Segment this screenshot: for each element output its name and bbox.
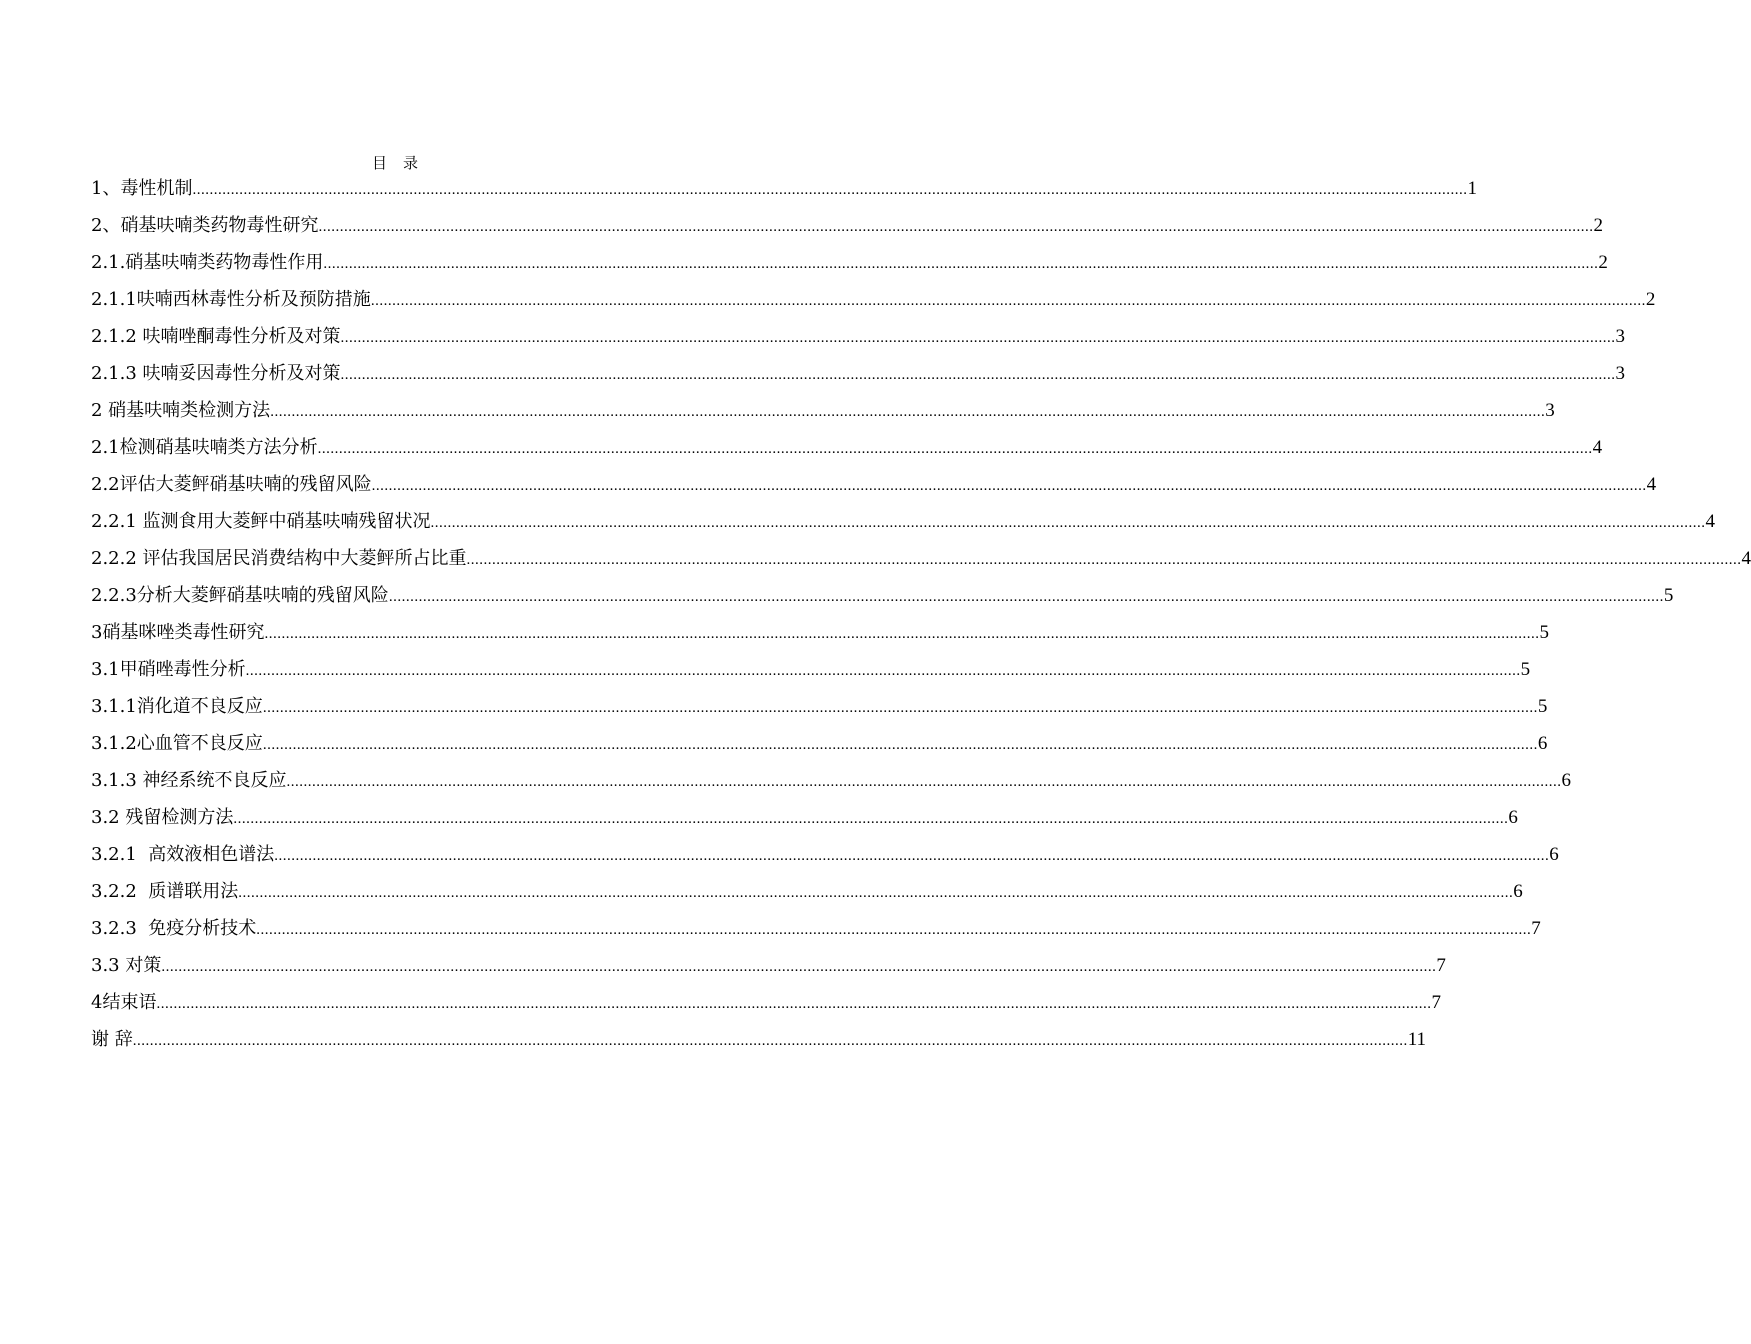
toc-entry[interactable]	[91, 244, 1608, 281]
toc-leader-dots: ............................................................................................................................................................................................................................................................................................................	[156, 996, 1432, 1012]
toc-entry-label: 3.2.2 质谱联用法	[91, 881, 239, 902]
toc-list	[91, 170, 1751, 1058]
toc-entry-label: 2.2评估大菱鲆硝基呋喃的残留风险	[91, 474, 372, 495]
toc-entry-page: 7	[1531, 918, 1541, 939]
toc-entry[interactable]	[91, 207, 1603, 244]
toc-entry-label: 3.3 对策	[91, 955, 162, 976]
toc-entry[interactable]	[91, 392, 1555, 429]
toc-leader-dots: ............................................................................................................................................................................................................................................................................................................	[340, 367, 1616, 383]
toc-entry-label: 3.1.3 神经系统不良反应	[91, 770, 287, 791]
toc-entry-label: 2.1.1呋喃西林毒性分析及预防措施	[91, 289, 371, 310]
toc-entry-label: 3.1.1消化道不良反应	[91, 696, 263, 717]
toc-leader-dots: ............................................................................................................................................................................................................................................................................................................	[466, 552, 1742, 568]
toc-entry-label: 2.2.2 评估我国居民消费结构中大菱鲆所占比重	[91, 548, 467, 569]
toc-entry[interactable]	[91, 799, 1518, 836]
toc-entry[interactable]	[91, 429, 1603, 466]
toc-entry[interactable]	[91, 984, 1441, 1021]
toc-entry-label: 谢 辞	[91, 1029, 133, 1050]
toc-entry-page: 5	[1663, 585, 1674, 606]
toc-entry-label: 2.1.3 呋喃妥因毒性分析及对策	[91, 363, 341, 384]
toc-entry[interactable]	[91, 762, 1572, 799]
toc-leader-dots: ............................................................................................................................................................................................................................................................................................................	[161, 959, 1437, 975]
toc-entry-page: 4	[1646, 474, 1657, 495]
toc-entry[interactable]	[91, 688, 1548, 725]
toc-leader-dots: ............................................................................................................................................................................................................................................................................................................	[192, 182, 1468, 198]
toc-entry-page: 6	[1508, 807, 1518, 828]
toc-entry-label: 2.1.2 呋喃唑酮毒性分析及对策	[91, 326, 341, 347]
toc-entry-label: 2.1检测硝基呋喃类方法分析	[91, 437, 318, 458]
toc-entry-page: 1	[1467, 178, 1477, 199]
toc-entry[interactable]	[91, 836, 1559, 873]
toc-leader-dots: ............................................................................................................................................................................................................................................................................................................	[132, 1033, 1408, 1049]
toc-entry-page: 3	[1545, 400, 1555, 421]
toc-leader-dots: ............................................................................................................................................................................................................................................................................................................	[274, 848, 1550, 864]
toc-leader-dots: ............................................................................................................................................................................................................................................................................................................	[286, 774, 1562, 790]
toc-entry[interactable]	[91, 170, 1477, 207]
toc-entry-page: 5	[1539, 622, 1549, 643]
toc-entry-label: 3.2.1 高效液相色谱法	[91, 844, 275, 865]
toc-leader-dots: ............................................................................................................................................................................................................................................................................................................	[238, 885, 1514, 901]
toc-entry-page: 5	[1537, 696, 1548, 717]
toc-leader-dots: ............................................................................................................................................................................................................................................................................................................	[318, 219, 1594, 235]
toc-entry[interactable]	[91, 281, 1656, 318]
toc-entry-label: 3.1.2心血管不良反应	[91, 733, 263, 754]
toc-leader-dots: ............................................................................................................................................................................................................................................................................................................	[270, 404, 1546, 420]
toc-entry[interactable]	[91, 910, 1541, 947]
toc-leader-dots: ............................................................................................................................................................................................................................................................................................................	[430, 515, 1706, 531]
toc-entry-page: 2	[1593, 215, 1603, 236]
toc-entry-label: 4结束语	[91, 992, 157, 1013]
toc-entry[interactable]	[91, 1021, 1427, 1058]
toc-entry[interactable]	[91, 725, 1548, 762]
toc-entry[interactable]	[91, 651, 1531, 688]
toc-entry-page: 2	[1598, 252, 1608, 273]
toc-entry-page: 2	[1645, 289, 1656, 310]
toc-leader-dots: ............................................................................................................................................................................................................................................................................................................	[371, 478, 1647, 494]
toc-entry-label: 3硝基咪唑类毒性研究	[91, 622, 265, 643]
toc-entry-page: 6	[1549, 844, 1559, 865]
toc-entry[interactable]	[91, 873, 1523, 910]
toc-entry-page: 4	[1741, 548, 1751, 569]
toc-leader-dots: ............................................................................................................................................................................................................................................................................................................	[256, 922, 1532, 938]
toc-entry[interactable]	[91, 503, 1716, 540]
toc-leader-dots: ............................................................................................................................................................................................................................................................................................................	[340, 330, 1616, 346]
toc-entry-page: 6	[1561, 770, 1572, 791]
toc-leader-dots: ............................................................................................................................................................................................................................................................................................................	[388, 589, 1664, 605]
toc-leader-dots: ............................................................................................................................................................................................................................................................................................................	[323, 256, 1599, 272]
toc-entry-label: 2.2.3分析大菱鲆硝基呋喃的残留风险	[91, 585, 389, 606]
toc-leader-dots: ............................................................................................................................................................................................................................................................................................................	[264, 626, 1540, 642]
toc-title: 目录	[372, 154, 435, 172]
toc-leader-dots: ............................................................................................................................................................................................................................................................................................................	[245, 663, 1521, 679]
toc-entry[interactable]	[91, 947, 1446, 984]
toc-entry[interactable]	[91, 355, 1626, 392]
toc-entry[interactable]	[91, 318, 1626, 355]
toc-entry-label: 2.1.硝基呋喃类药物毒性作用	[91, 252, 324, 273]
toc-entry-page: 3	[1615, 363, 1626, 384]
toc-entry[interactable]	[91, 466, 1657, 503]
toc-entry-page: 6	[1513, 881, 1523, 902]
toc-entry-page: 4	[1705, 511, 1716, 532]
toc-entry-label: 3.2.3 免疫分析技术	[91, 918, 257, 939]
toc-entry-label: 1、毒性机制	[91, 178, 193, 199]
toc-leader-dots: ............................................................................................................................................................................................................................................................................................................	[317, 441, 1593, 457]
toc-entry-page: 7	[1436, 955, 1446, 976]
toc-entry-label: 2 硝基呋喃类检测方法	[91, 400, 271, 421]
toc-entry-label: 2、硝基呋喃类药物毒性研究	[91, 215, 319, 236]
toc-leader-dots: ............................................................................................................................................................................................................................................................................................................	[262, 737, 1538, 753]
toc-leader-dots: ............................................................................................................................................................................................................................................................................................................	[370, 293, 1646, 309]
toc-entry-page: 7	[1431, 992, 1441, 1013]
toc-leader-dots: ............................................................................................................................................................................................................................................................................................................	[262, 700, 1538, 716]
toc-entry-label: 2.2.1 监测食用大菱鲆中硝基呋喃残留状况	[91, 511, 431, 532]
toc-entry-page: 3	[1615, 326, 1626, 347]
toc-leader-dots: ............................................................................................................................................................................................................................................................................................................	[233, 811, 1509, 827]
toc-entry[interactable]	[91, 614, 1549, 651]
toc-entry-page: 11	[1407, 1029, 1427, 1050]
toc-entry-page: 6	[1537, 733, 1548, 754]
toc-entry[interactable]	[91, 577, 1674, 614]
toc-entry[interactable]	[91, 540, 1751, 577]
toc-entry-label: 3.2 残留检测方法	[91, 807, 234, 828]
toc-entry-label: 3.1甲硝唑毒性分析	[91, 659, 246, 680]
toc-entry-page: 4	[1592, 437, 1603, 458]
toc-entry-page: 5	[1520, 659, 1531, 680]
